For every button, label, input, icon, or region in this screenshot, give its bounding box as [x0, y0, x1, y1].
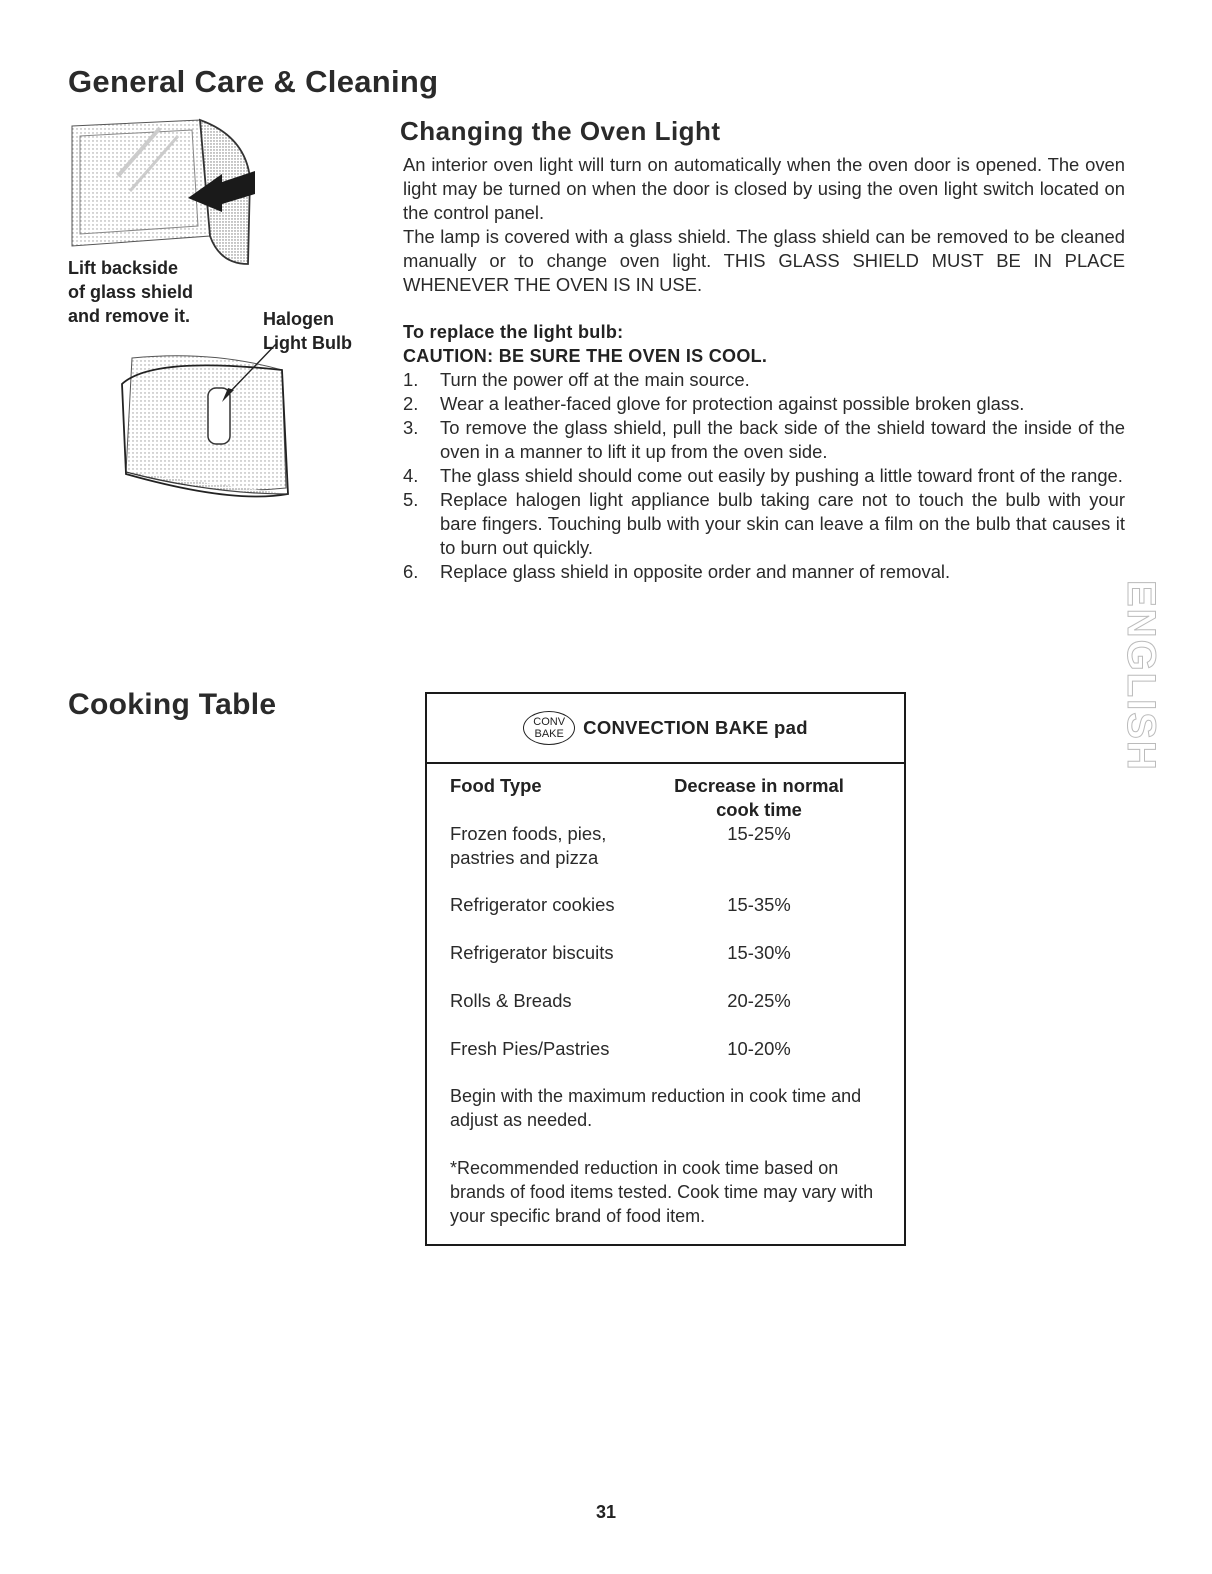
food-cell: Fresh Pies/Pastries [450, 1038, 610, 1059]
decrease-cell: 20-25% [727, 990, 791, 1011]
step-text: Turn the power off at the main source. [440, 369, 750, 390]
step-text: Replace halogen light appliance bulb taking care not to touch the bulb with your bare fingers. Touching bulb with your skin can leave a film on the bulb that causes it to burn out quickly. [440, 489, 1125, 558]
pad-title: CONVECTION BAKE pad [583, 717, 808, 738]
halogen-bulb-illustration [112, 344, 298, 508]
glass-shield-paragraph: The lamp is covered with a glass shield. The glass shield can be removed to be cleaned manually or to change oven light. THIS GLASS SHIELD MUST BE IN PLACE WHENEVER THE OVEN IS IN USE. [403, 226, 1125, 295]
step-text: The glass shield should come out easily by pushing a little toward front of the range. [440, 465, 1123, 486]
oven-light-heading: Changing the Oven Light [400, 116, 721, 146]
table-row [450, 822, 606, 870]
replace-steps-list [403, 368, 1125, 584]
step-text: Replace glass shield in opposite order and manner of removal. [440, 561, 951, 582]
lift-label-line: of glass shield [68, 282, 194, 302]
step-number: 3. [403, 417, 419, 438]
lift-shield-label [68, 256, 193, 328]
step-number: 6. [403, 561, 419, 582]
step-text: Wear a leather-faced glove for protection against possible broken glass. [440, 393, 1025, 414]
caution-text: CAUTION: BE SURE THE OVEN IS COOL. [403, 346, 768, 366]
food-cell-cont: pastries and pizza [450, 847, 599, 868]
step-number: 2. [403, 393, 419, 414]
oven-shield-illustration [60, 116, 260, 276]
step-item [403, 392, 1125, 416]
badge-top-text: CONV [533, 716, 566, 728]
food-type-header: Food Type [450, 775, 542, 796]
page-title: General Care & Cleaning [68, 64, 439, 99]
food-cell: Rolls & Breads [450, 990, 572, 1011]
badge-bottom-text: BAKE [534, 728, 564, 740]
decrease-header-line: cook time [716, 799, 802, 820]
language-side-tab: ENGLISH [1119, 580, 1163, 772]
decrease-cell: 15-25% [727, 823, 791, 844]
page-number: 31 [596, 1502, 617, 1522]
lift-label-line: Lift backside [68, 258, 179, 278]
recommended-reduction-footnote: *Recommended reduction in cook time based on brands of food items tested. Cook time may vary with your specific brand of food item. [450, 1158, 874, 1226]
step-number: 1. [403, 369, 419, 390]
table-header [427, 694, 904, 764]
step-item [403, 416, 1125, 464]
decrease-header-line: Decrease in normal [674, 775, 844, 796]
food-cell: Refrigerator cookies [450, 894, 615, 915]
food-cell: Frozen foods, pies, [450, 823, 607, 844]
step-item [403, 368, 1125, 392]
decrease-cell: 10-20% [727, 1038, 791, 1059]
step-number: 5. [403, 489, 419, 510]
oven-light-paragraph: An interior oven light will turn on automatically when the oven door is opened. The oven light may be turned on when the door is closed by using the oven light switch located on the control panel. [403, 154, 1125, 223]
decrease-cell: 15-30% [727, 942, 791, 963]
lift-label-line: and remove it. [68, 306, 191, 326]
conv-bake-icon [523, 711, 575, 745]
convection-bake-table [425, 692, 906, 1246]
replace-bulb-heading: To replace the light bulb: [403, 322, 624, 342]
food-cell: Refrigerator biscuits [450, 942, 614, 963]
bulb-label-line: Light Bulb [263, 333, 352, 353]
step-item [403, 560, 1125, 584]
step-number: 4. [403, 465, 419, 486]
step-item [403, 464, 1125, 488]
decrease-cell: 15-35% [727, 894, 791, 915]
decrease-header [649, 774, 869, 822]
step-item [403, 488, 1125, 560]
bulb-label-line: Halogen [263, 309, 335, 329]
cooking-table-heading: Cooking Table [68, 688, 277, 721]
max-reduction-note: Begin with the maximum reduction in cook time and adjust as needed. [450, 1086, 862, 1130]
step-text: To remove the glass shield, pull the back side of the shield toward the inside of the oven in a manner to lift it up from the oven side. [440, 417, 1125, 462]
